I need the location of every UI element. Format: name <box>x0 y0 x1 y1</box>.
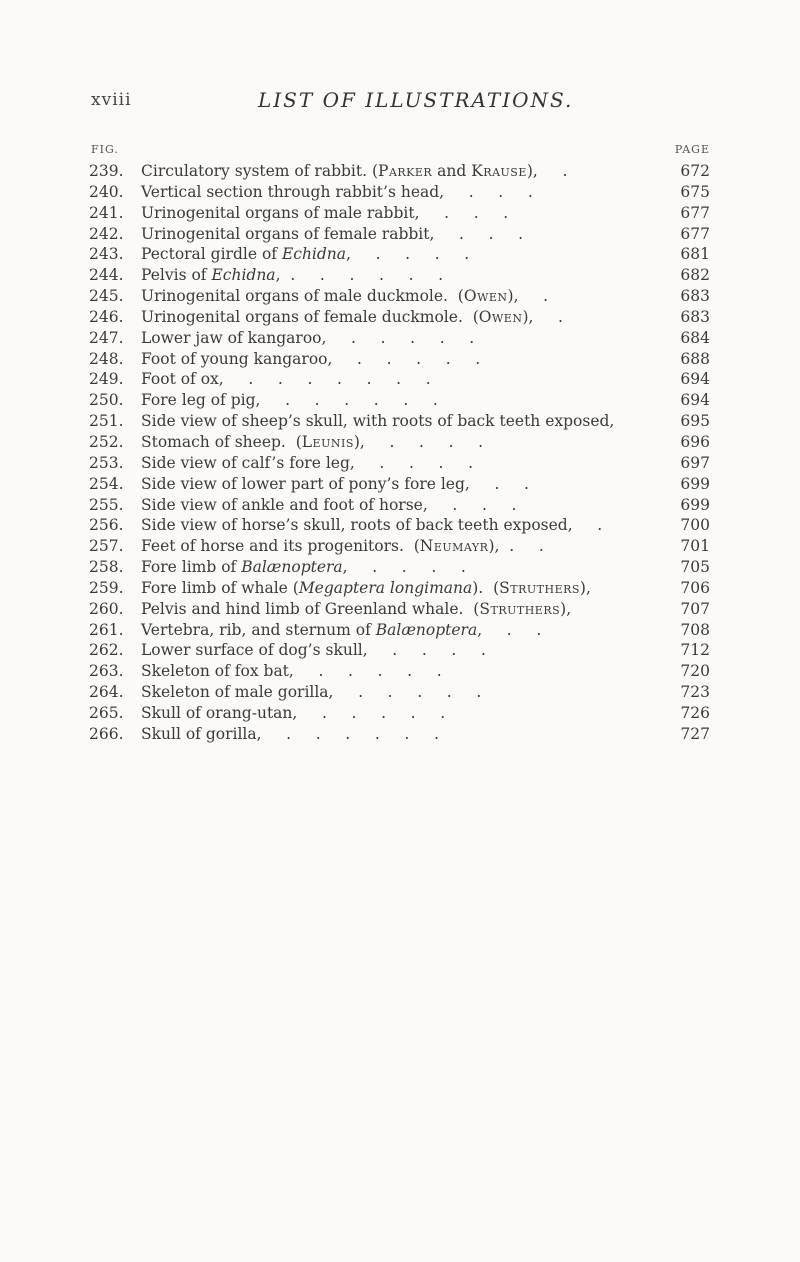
figure-number: 239. <box>89 162 124 180</box>
figure-title-part: Urinogenital organs of male rabbit, . . . <box>141 203 509 222</box>
page-ref: 675 <box>680 182 710 201</box>
list-item <box>89 265 710 286</box>
figure-title <box>141 411 614 432</box>
list-item <box>89 390 710 411</box>
page-ref: 695 <box>680 412 710 431</box>
figure-title <box>141 328 474 349</box>
figure-title-part: Fore leg of pig, . . . . . . <box>141 391 438 410</box>
figure-title-part: Struthers <box>499 578 580 597</box>
page-ref: 705 <box>680 558 710 577</box>
figure-title-part: ), . <box>507 287 549 306</box>
list-item <box>89 703 710 724</box>
figure-title <box>141 682 481 703</box>
figure-title-part: Echidna <box>211 266 276 285</box>
list-item <box>89 244 710 265</box>
figure-title <box>141 578 591 599</box>
page-ref: 677 <box>680 224 710 243</box>
list-item <box>89 515 710 536</box>
figure-title-part: Skeleton of fox bat, . . . . . <box>141 662 442 681</box>
page-ref: 699 <box>680 474 710 493</box>
fig-column-header: FIG. <box>91 143 119 156</box>
figure-title <box>141 369 431 390</box>
figure-title-part: Urinogenital organs of female duckmole. ( <box>141 307 479 326</box>
figure-number: 248. <box>89 349 124 368</box>
figure-title <box>141 265 443 286</box>
figure-number: 247. <box>89 328 124 347</box>
figure-number: 240. <box>89 182 124 201</box>
figure-title <box>141 244 469 265</box>
list-item <box>89 682 710 703</box>
figure-title-part: , . . <box>477 620 542 639</box>
page-ref: 708 <box>680 620 710 639</box>
figure-title <box>141 620 541 641</box>
figure-title <box>141 349 480 370</box>
figure-title-part: Leunis <box>301 432 354 451</box>
figure-title-part: ), <box>560 599 572 618</box>
figure-number: 256. <box>89 516 124 535</box>
figure-number: 244. <box>89 266 124 285</box>
page-ref: 726 <box>680 703 710 722</box>
figure-title-part: and <box>432 162 472 180</box>
figure-title <box>141 453 473 474</box>
figure-number: 245. <box>89 287 124 306</box>
figure-number: 257. <box>89 537 124 556</box>
page-ref: 720 <box>680 662 710 681</box>
figure-title-part: Megaptera longimana <box>298 578 473 597</box>
figure-number: 242. <box>89 224 124 243</box>
list-item <box>89 495 710 516</box>
figure-title-part: Fore limb of <box>141 558 242 577</box>
page-ref: 700 <box>680 516 710 535</box>
list-item <box>89 620 710 641</box>
list-item <box>89 286 710 307</box>
list-item <box>89 307 710 328</box>
figure-title <box>141 432 483 453</box>
figure-number: 252. <box>89 432 124 451</box>
figure-title-part: , . . . . . . <box>275 266 444 285</box>
figure-number: 265. <box>89 703 124 722</box>
page-number: xviii <box>91 90 132 110</box>
list-item <box>89 182 710 203</box>
figure-title-part: Foot of young kangaroo, . . . . . <box>141 349 481 368</box>
figure-title-part: Krause <box>471 162 527 180</box>
figure-number: 254. <box>89 474 124 493</box>
list-item <box>89 453 710 474</box>
list-item <box>89 578 710 599</box>
figure-number: 264. <box>89 683 124 702</box>
figure-title <box>141 286 548 307</box>
illustrations-list <box>89 161 710 745</box>
figure-number: 258. <box>89 558 124 577</box>
figure-title <box>141 724 439 745</box>
figure-number: 260. <box>89 599 124 618</box>
page-ref: 723 <box>680 683 710 702</box>
page-ref: 694 <box>680 391 710 410</box>
figure-title <box>141 557 466 578</box>
figure-title-part: Skeleton of male gorilla, . . . . . <box>141 683 482 702</box>
figure-title-part: ), . <box>526 162 568 180</box>
figure-number: 259. <box>89 578 124 597</box>
figure-title <box>141 390 438 411</box>
page-ref: 681 <box>680 245 710 264</box>
figure-title-part: Vertical section through rabbit’s head, . . . <box>141 182 533 201</box>
page-ref: 701 <box>680 537 710 556</box>
figure-title-part: , . . . . <box>346 245 470 264</box>
page-ref: 688 <box>680 349 710 368</box>
figure-title-part: ), <box>579 578 591 597</box>
page-ref: 712 <box>680 641 710 660</box>
list-item <box>89 661 710 682</box>
figure-title-part: ), . . <box>488 537 544 556</box>
figure-title <box>141 703 445 724</box>
page-ref: 699 <box>680 495 710 514</box>
figure-title-part: Stomach of sheep. ( <box>141 432 302 451</box>
figure-title <box>141 536 544 557</box>
figure-number: 243. <box>89 245 124 264</box>
figure-title-part: Side view of horse’s skull, roots of back teeth exposed, . <box>141 516 603 535</box>
figure-title <box>141 661 442 682</box>
page-ref: 707 <box>680 599 710 618</box>
figure-title <box>141 474 529 495</box>
list-item <box>89 724 710 745</box>
list-item <box>89 536 710 557</box>
page-column-header: PAGE <box>674 143 710 156</box>
figure-title-part: Lower surface of dog’s skull, . . . . <box>141 641 486 660</box>
figure-title-part: Vertebra, rib, and sternum of <box>141 620 376 639</box>
figure-title-part: Balænoptera <box>375 620 478 639</box>
figure-title-part: Pelvis of <box>141 266 212 285</box>
figure-title-part: Struthers <box>479 599 561 618</box>
figure-number: 250. <box>89 391 124 410</box>
figure-title <box>141 203 508 224</box>
figure-number: 266. <box>89 724 124 743</box>
list-item <box>89 557 710 578</box>
page-ref: 696 <box>680 432 710 451</box>
figure-title-part: Urinogenital organs of male duckmole. ( <box>141 287 464 306</box>
figure-number: 251. <box>89 412 124 431</box>
figure-title-part: Owen <box>463 287 508 306</box>
page-ref: 684 <box>680 328 710 347</box>
figure-number: 246. <box>89 307 124 326</box>
figure-title-part: Circulatory system of rabbit. ( <box>141 162 379 180</box>
figure-title-part: Echidna <box>281 245 347 264</box>
page-ref: 706 <box>680 578 710 597</box>
figure-title <box>141 224 523 245</box>
figure-title <box>141 599 571 620</box>
figure-title-part: , . . . . <box>342 558 466 577</box>
page-ref: 682 <box>680 266 710 285</box>
figure-title-part: Owen <box>478 307 523 326</box>
page-ref: 672 <box>680 162 710 180</box>
figure-title-part: Skull of gorilla, . . . . . . <box>141 724 439 743</box>
figure-title-part: Parker <box>378 162 433 180</box>
figure-number: 253. <box>89 453 124 472</box>
figure-title-part: ), . <box>522 307 563 326</box>
figure-title <box>141 640 486 661</box>
figure-title-part: Side view of ankle and foot of horse, . . . <box>141 495 517 514</box>
figure-title <box>141 515 602 536</box>
page-ref: 683 <box>680 287 710 306</box>
list-item <box>89 203 710 224</box>
page-ref: 697 <box>680 453 710 472</box>
list-item <box>89 640 710 661</box>
list-item <box>89 432 710 453</box>
figure-number: 249. <box>89 370 124 389</box>
figure-number: 261. <box>89 620 124 639</box>
figure-title-part: Fore limb of whale ( <box>141 578 299 597</box>
figure-title-part: ), . . . . <box>353 432 484 451</box>
list-item <box>89 328 710 349</box>
figure-title-part: Foot of ox, . . . . . . . <box>141 370 431 389</box>
figure-title <box>141 161 567 182</box>
list-item <box>89 349 710 370</box>
figure-title-part: Neumayr <box>419 537 489 556</box>
figure-title-part: Side view of calf’s fore leg, . . . . <box>141 453 474 472</box>
figure-title-part: Side view of lower part of pony’s fore leg, . . <box>141 474 529 493</box>
figure-title-part: Feet of horse and its progenitors. ( <box>141 537 420 556</box>
figure-title <box>141 182 533 203</box>
figure-title-part: ). ( <box>472 578 500 597</box>
page-ref: 683 <box>680 307 710 326</box>
figure-title-part: Side view of sheep’s skull, with roots of back teeth exposed, <box>141 412 615 431</box>
page-ref: 677 <box>680 203 710 222</box>
list-item <box>89 411 710 432</box>
page-header <box>0 88 800 118</box>
page-ref: 727 <box>680 724 710 743</box>
figure-title-part: Lower jaw of kangaroo, . . . . . <box>141 328 475 347</box>
figure-title-part: Pectoral girdle of <box>141 245 282 264</box>
figure-title <box>141 307 563 328</box>
list-item <box>89 474 710 495</box>
page-ref: 694 <box>680 370 710 389</box>
list-item <box>89 369 710 390</box>
figure-title-part: Balænoptera <box>241 558 343 577</box>
figure-title-part: Urinogenital organs of female rabbit, . . . <box>141 224 524 243</box>
figure-number: 241. <box>89 203 124 222</box>
figure-number: 263. <box>89 662 124 681</box>
figure-number: 255. <box>89 495 124 514</box>
list-item <box>89 599 710 620</box>
list-item <box>89 161 710 182</box>
running-title: LIST OF ILLUSTRATIONS. <box>258 88 574 112</box>
figure-title-part: Skull of orang-utan, . . . . . <box>141 703 446 722</box>
list-item <box>89 224 710 245</box>
figure-number: 262. <box>89 641 124 660</box>
figure-title-part: Pelvis and hind limb of Greenland whale. ( <box>141 599 480 618</box>
figure-title <box>141 495 516 516</box>
